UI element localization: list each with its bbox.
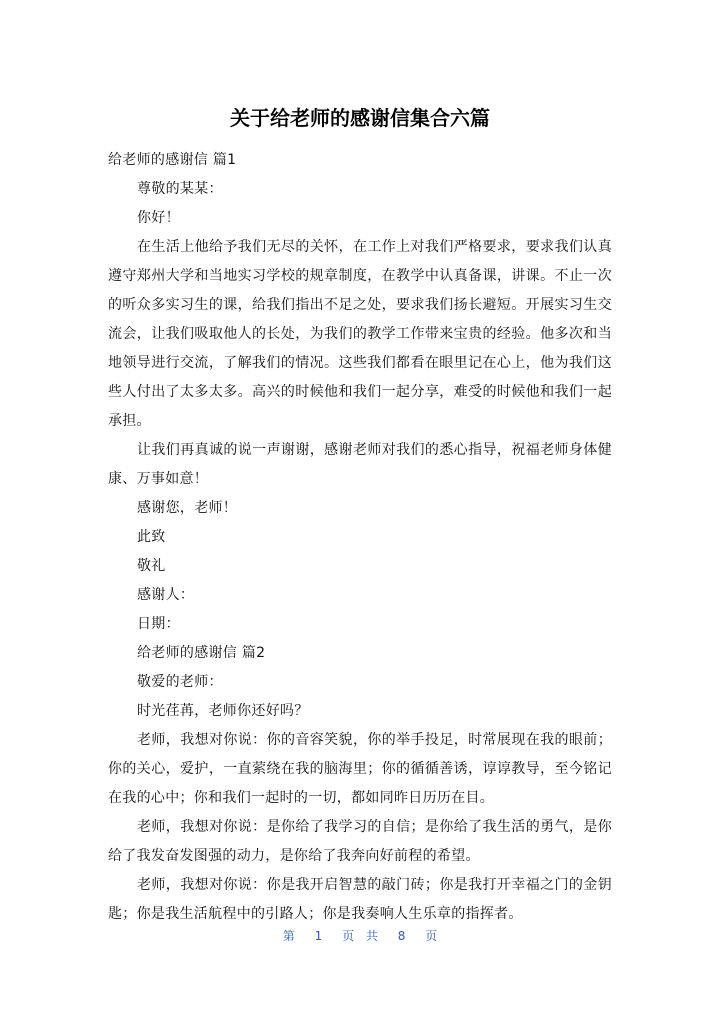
paragraph: 敬爱的老师：: [137, 674, 223, 690]
paragraph: 时光荏苒，老师你还好吗？: [137, 703, 309, 719]
paragraph: 给老师的感谢信 篇2: [137, 645, 266, 661]
footer-label-page: 第: [282, 929, 295, 943]
footer-label-end: 页: [425, 929, 438, 943]
paragraph: 日期：: [137, 616, 180, 632]
paragraph: 在生活上他给予我们无尽的关怀，在工作上对我们严格要求，要求我们认真遵守郑州大学和当地实习学校的规章制度，在教学中认真备课，讲课。不止一次的听众多实习生的课，给我们指出不足之处，要求我们扬长避短。开展实习生交流会，让我们吸取他人的长处，为我们的教学工作带来宝贵的经验。他多次和当地领导进行交流，了解我们的情况。这些我们都看在眼里记在心上，他为我们这些人付出了太多太多。高兴的时候他和我们一起分享，难受的时候他和我们一起承担。: [108, 239, 612, 429]
document-body: [108, 146, 612, 929]
paragraph: 此致: [137, 529, 166, 545]
footer-current-page: 1: [314, 929, 323, 943]
paragraph: 感谢您，老师！: [137, 500, 238, 516]
paragraph: 你好！: [137, 210, 180, 226]
paragraph: 让我们再真诚的说一声谢谢，感谢老师对我们的悉心指导，祝福老师身体健康、万事如意！: [108, 442, 612, 487]
paragraph: 老师，我想对你说：是你给了我学习的自信；是你给了我生活的勇气，是你给了我发奋发图强的动力，是你给了我奔向好前程的希望。: [108, 819, 612, 864]
footer-total-pages: 8: [397, 929, 406, 943]
paragraph: 尊敬的某某：: [137, 181, 223, 197]
paragraph: 老师，我想对你说：你的音容笑貌，你的举手投足，时常展现在我的眼前；你的关心，爱护，一直萦绕在我的脑海里；你的循循善诱，谆谆教导，至今铭记在我的心中；你和我们一起时的一切，都如同昨日历历在目。: [108, 732, 612, 806]
paragraph: 给老师的感谢信 篇1: [108, 152, 237, 168]
page-footer: [0, 926, 720, 946]
paragraph: 感谢人：: [137, 587, 195, 603]
paragraph: 老师，我想对你说：你是我开启智慧的敲门砖；你是我打开幸福之门的金钥匙；你是我生活航程中的引路人；你是我奏响人生乐章的指挥者。: [108, 877, 612, 922]
paragraph: 敬礼: [137, 558, 166, 574]
document-title: 关于给老师的感谢信集合六篇: [230, 106, 490, 130]
footer-label-of: 页 共: [342, 929, 378, 943]
